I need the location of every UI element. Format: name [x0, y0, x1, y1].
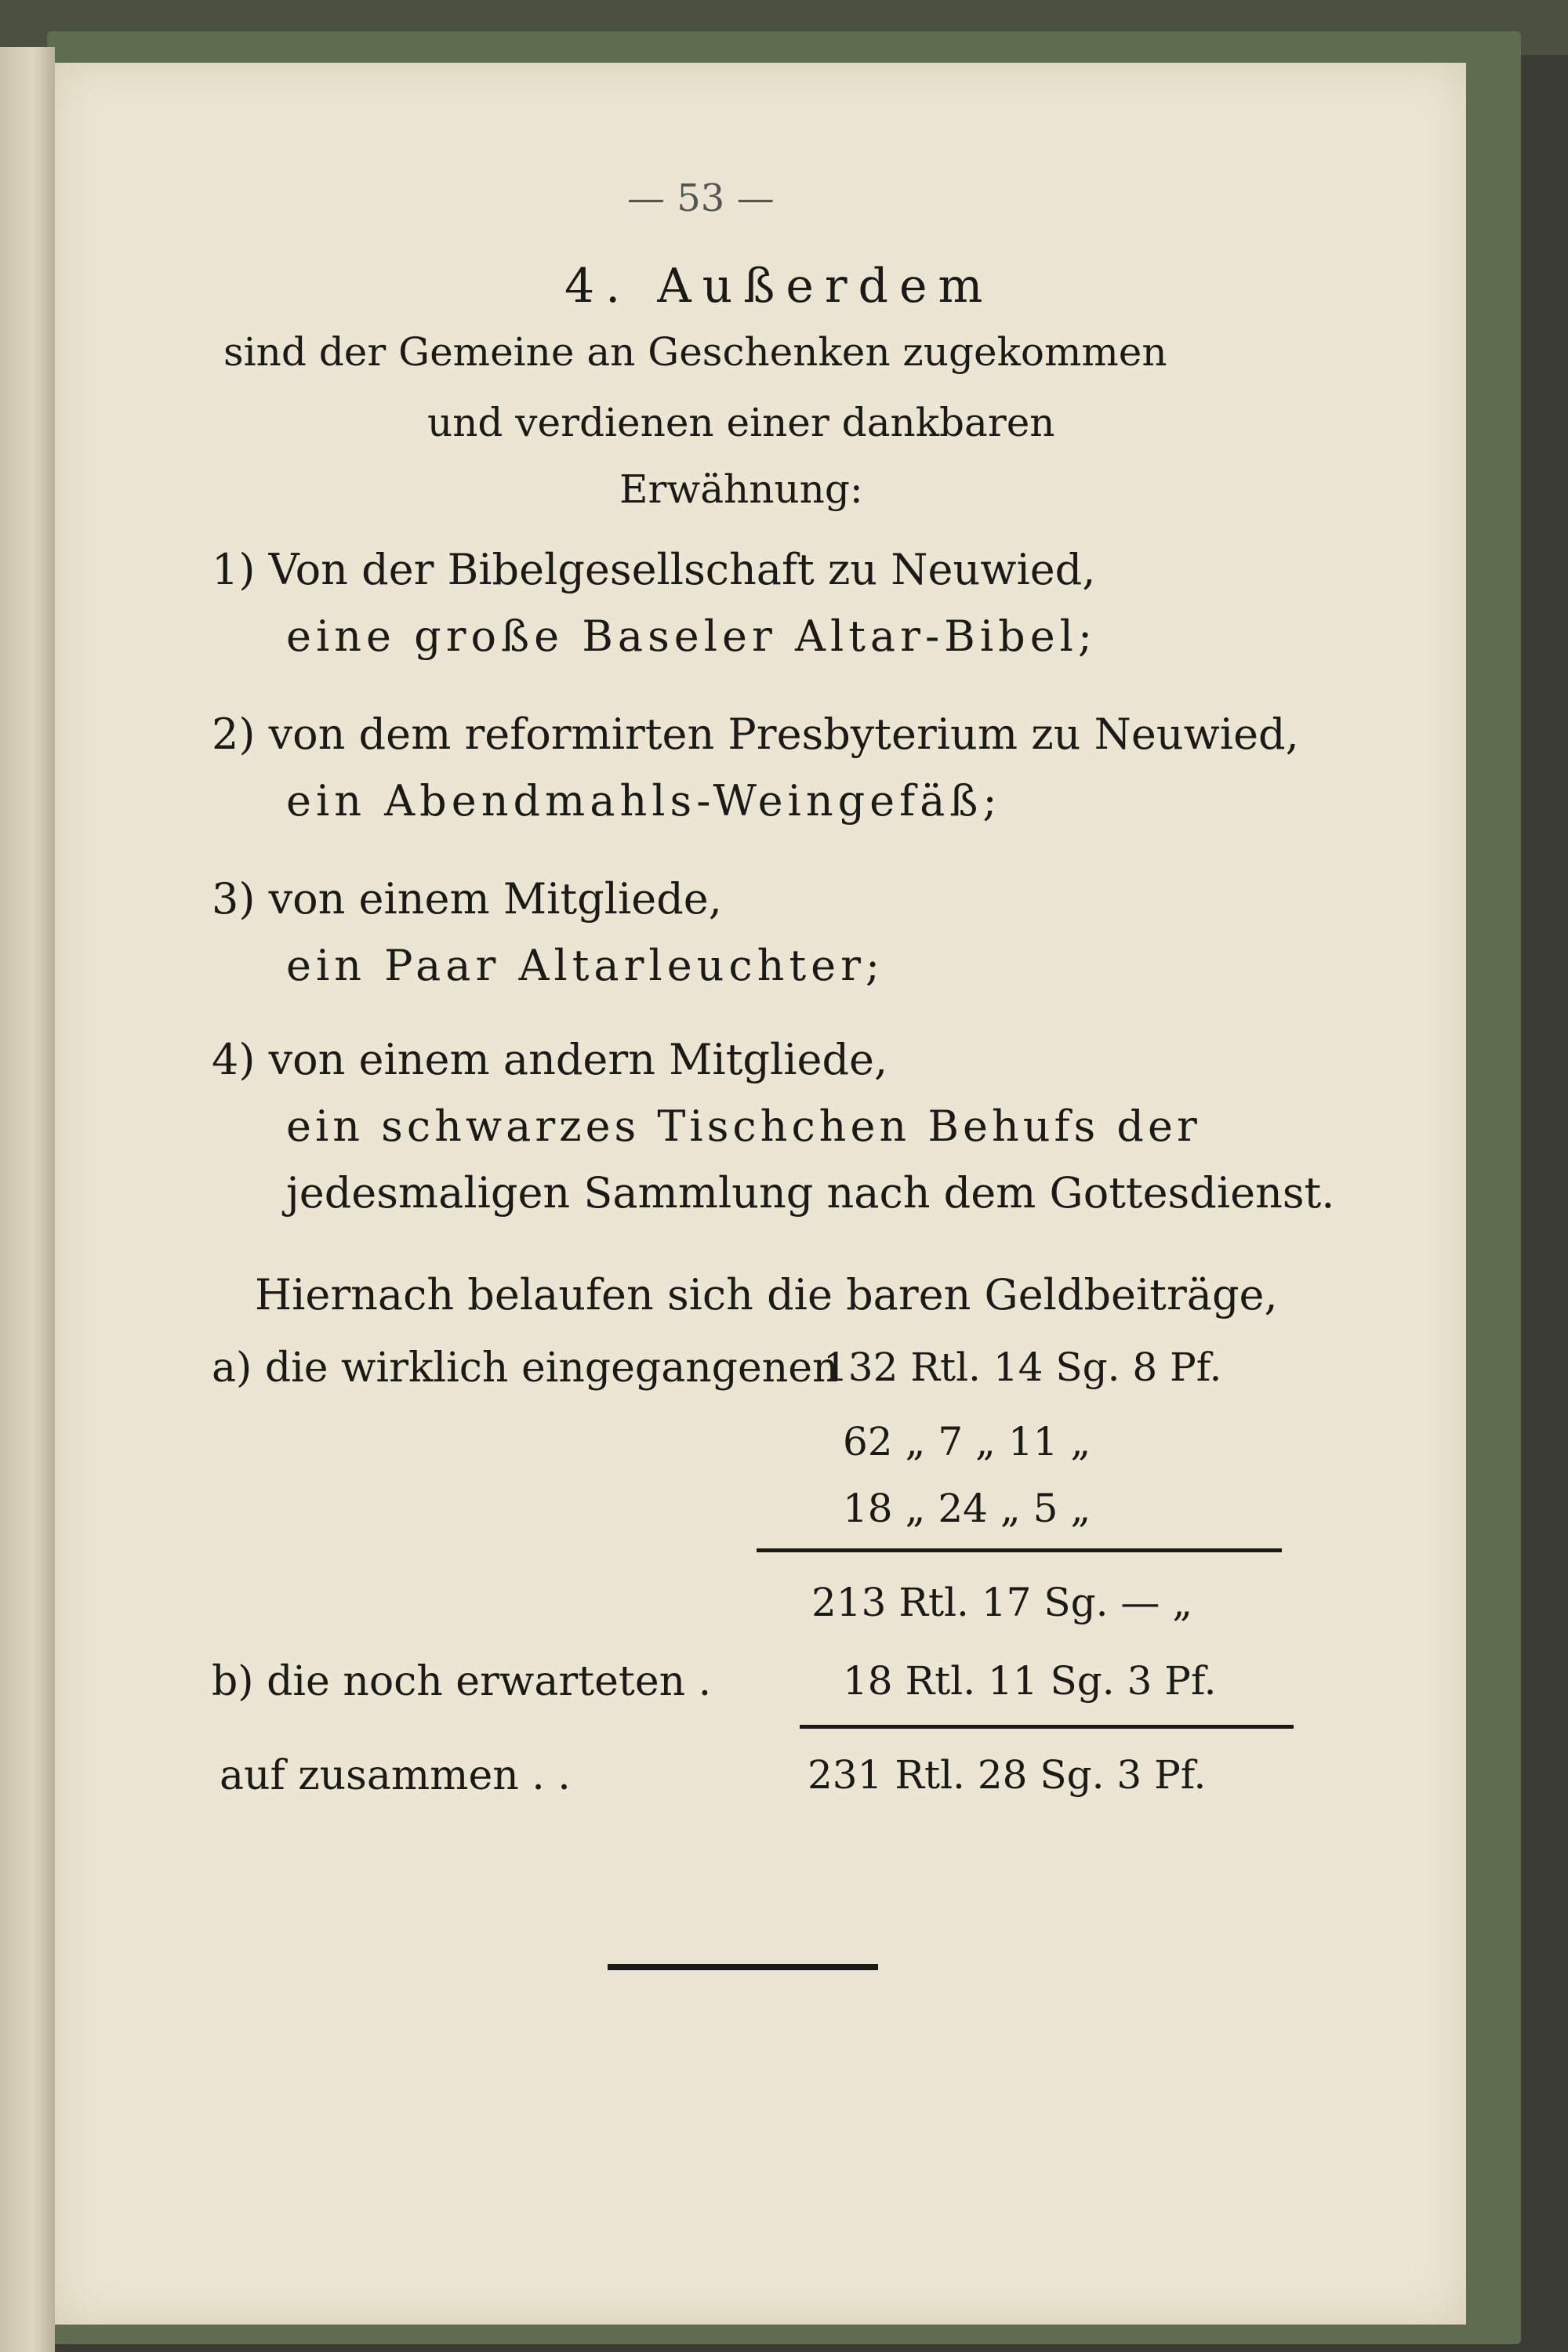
item-1-line-1: 1) Von der Bibelgesellschaft zu Neuwied,: [212, 545, 1096, 594]
item-3-line-2: ein Paar Altarleuchter;: [286, 941, 885, 990]
item-4-line-3: jedesmaligen Sammlung nach dem Gottesdienst.: [286, 1168, 1335, 1218]
item-2-line-2: ein Abendmahls-Weingefäß;: [286, 776, 1002, 826]
row-b-amount: 18 Rtl. 11 Sg. 3 Pf.: [843, 1658, 1217, 1704]
end-rule: [608, 1964, 878, 1970]
item-3-line-1: 3) von einem Mitgliede,: [212, 874, 722, 924]
item-4-line-1: 4) von einem andern Mitgliede,: [212, 1035, 888, 1084]
row-a-amount-3: 18 „ 24 „ 5 „: [843, 1486, 1091, 1531]
section-heading: 4. Außerdem: [564, 259, 994, 314]
item-1-line-2: eine große Baseler Altar-Bibel;: [286, 612, 1098, 661]
page-number: — 53 —: [627, 176, 775, 220]
total-label: auf zusammen . .: [220, 1752, 571, 1799]
left-page-edge: [0, 47, 55, 2352]
intro-line-3: Erwähnung:: [619, 466, 863, 512]
intro-line-1: sind der Gemeine an Geschenken zugekommen: [223, 329, 1167, 375]
row-a-amount-2: 62 „ 7 „ 11 „: [843, 1419, 1091, 1465]
row-a-subtotal: 213 Rtl. 17 Sg. — „: [811, 1580, 1193, 1625]
summary-line: Hiernach belaufen sich die baren Geldbeiträge,: [255, 1270, 1278, 1319]
row-a-label: a) die wirklich eingegangenen: [212, 1345, 839, 1392]
total-amount: 231 Rtl. 28 Sg. 3 Pf.: [808, 1752, 1207, 1798]
intro-line-2: und verdienen einer dankbaren: [427, 400, 1055, 445]
row-a-amount-1: 132 Rtl. 14 Sg. 8 Pf.: [823, 1345, 1222, 1390]
sum-rule-a: [757, 1548, 1282, 1552]
item-2-line-1: 2) von dem reformirten Presbyterium zu Neuwied,: [212, 710, 1299, 759]
sum-rule-total: [800, 1725, 1294, 1729]
row-b-label: b) die noch erwarteten .: [212, 1658, 712, 1705]
item-4-line-2: ein schwarzes Tischchen Behufs der: [286, 1102, 1201, 1151]
